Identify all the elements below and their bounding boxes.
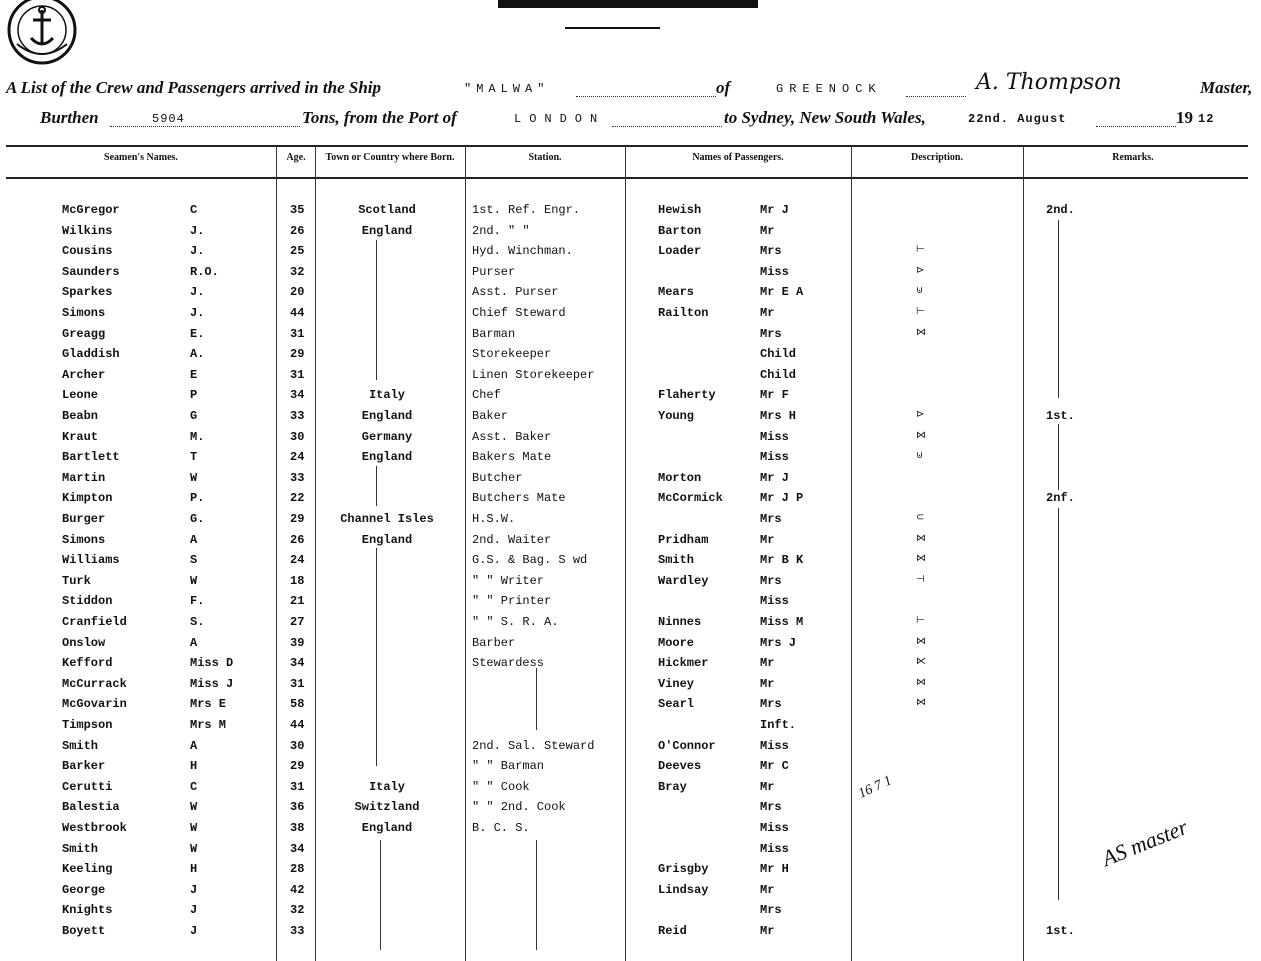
header-bottom-rule — [6, 177, 1248, 179]
header-top-rule — [6, 145, 1248, 147]
dotted-fill-line — [110, 126, 300, 127]
cell-born: Channel Isles — [340, 512, 434, 526]
table-row — [0, 306, 1261, 326]
cell-desc: ⊢ — [916, 306, 925, 317]
cell-station: Stewardess — [472, 656, 545, 671]
cell-station: Barman — [472, 326, 516, 341]
cell-station: " " Writer — [472, 573, 545, 588]
cell-age: 31 — [290, 676, 305, 691]
cell-initial: A. — [190, 347, 205, 362]
cell-age: 35 — [290, 203, 305, 217]
cell-desc: ⋉ — [916, 656, 926, 668]
cell-born: Italy — [368, 388, 405, 403]
cell-surname: Kimpton — [62, 491, 113, 506]
cell-passenger: Searl — [658, 697, 695, 712]
cell-born: Scotland — [358, 203, 416, 217]
table-row — [0, 409, 1261, 429]
cell-station: G.S. & Bag. S wd — [472, 553, 588, 568]
cell-surname: George — [62, 882, 106, 897]
cell-passenger: Barton — [658, 223, 702, 238]
cell-title: Mr H — [760, 862, 789, 877]
cell-desc: ⊢ — [916, 615, 925, 626]
cell-born: Italy — [368, 779, 405, 794]
cell-surname: Boyett — [62, 924, 106, 938]
cell-desc: ⊣ — [916, 573, 925, 585]
cell-station: Bakers Mate — [472, 450, 552, 465]
cell-initial: J — [190, 903, 198, 918]
cell-passenger: McCormick — [658, 491, 723, 506]
dotted-fill-line — [612, 126, 722, 127]
cell-passenger: Mears — [658, 285, 695, 300]
cell-desc: ⊍ — [916, 285, 924, 297]
cell-station: " " Cook — [472, 779, 530, 794]
heading-line-1 — [6, 70, 1256, 104]
cell-passenger: Flaherty — [658, 388, 716, 403]
table-row — [0, 553, 1261, 573]
cell-age: 21 — [290, 594, 305, 609]
cell-surname: Westbrook — [62, 821, 127, 835]
col-header-born: Town or Country where Born. — [325, 152, 455, 163]
table-row — [0, 718, 1261, 738]
table-row — [0, 285, 1261, 305]
table-row — [0, 244, 1261, 264]
cell-title: Miss — [760, 594, 789, 609]
cell-passenger: Hickmer — [658, 656, 709, 671]
table-row — [0, 842, 1261, 862]
cell-initial: S — [190, 553, 198, 568]
cell-title: Miss — [760, 841, 789, 856]
cell-passenger: Moore — [658, 635, 695, 650]
cell-age: 27 — [290, 615, 305, 629]
cell-initial: P — [190, 388, 198, 403]
cell-surname: Kraut — [62, 429, 99, 444]
cell-surname: Sparkes — [62, 285, 113, 300]
cell-initial: E — [190, 367, 198, 382]
top-dash-mark — [565, 27, 660, 29]
cell-initial: M. — [190, 429, 205, 444]
cell-title: Miss — [760, 821, 789, 835]
cell-age: 33 — [290, 924, 305, 938]
master-signature: A. Thompson — [976, 70, 1122, 95]
cell-title: Mr — [760, 882, 775, 897]
table-row — [0, 368, 1261, 388]
cell-station: B. C. S. — [472, 821, 530, 835]
cell-age: 31 — [290, 326, 305, 341]
cell-station: Baker — [472, 409, 509, 423]
table-row — [0, 347, 1261, 367]
cell-desc: ⊢ — [916, 244, 925, 256]
cell-surname: Saunders — [62, 264, 120, 279]
table-row — [0, 388, 1261, 408]
cell-desc: ⋈ — [916, 676, 926, 688]
cell-title: Miss — [760, 264, 789, 279]
of-label: of — [716, 78, 731, 97]
cell-age: 24 — [290, 450, 305, 465]
cell-surname: Simons — [62, 306, 106, 320]
cell-initial: W — [190, 841, 198, 856]
cell-age: 25 — [290, 244, 305, 259]
cell-age: 58 — [290, 697, 305, 712]
from-port: LONDON — [514, 112, 606, 126]
cell-title: Mrs H — [760, 409, 797, 423]
cell-age: 26 — [290, 532, 305, 547]
cell-title: Mr — [760, 779, 775, 794]
dotted-fill-line — [906, 96, 966, 97]
cell-station: Asst. Purser — [472, 285, 559, 300]
cell-desc: ⊳ — [916, 409, 925, 420]
cell-surname: Keeling — [62, 862, 113, 877]
cell-title: Child — [760, 347, 797, 362]
table-row — [0, 739, 1261, 759]
cell-surname: Turk — [62, 573, 91, 588]
cell-age: 26 — [290, 223, 305, 238]
cell-passenger: Deeves — [658, 759, 702, 774]
col-header-age: Age. — [286, 152, 306, 163]
cell-title: Mr — [760, 676, 775, 691]
cell-initial: J — [190, 924, 198, 938]
cell-station: 2nd. " " — [472, 223, 530, 238]
cell-surname: Simons — [62, 532, 106, 547]
cell-desc: ⋈ — [916, 429, 926, 441]
cell-passenger: Grisgby — [658, 862, 709, 877]
cell-station: 2nd. Sal. Steward — [472, 738, 595, 753]
cell-station: Asst. Baker — [472, 429, 552, 444]
cell-station: Storekeeper — [472, 347, 552, 362]
cell-surname: McGregor — [62, 203, 120, 217]
cell-remarks: 1st. — [1046, 924, 1075, 938]
cell-passenger: Smith — [658, 553, 695, 568]
tons-label: Tons, from the Port of — [302, 108, 457, 127]
cell-title: Mr J P — [760, 491, 804, 506]
table-row — [0, 780, 1261, 800]
cell-station: H.S.W. — [472, 512, 516, 526]
cell-born: Switzland — [354, 800, 420, 815]
cell-age: 29 — [290, 347, 305, 362]
cell-age: 28 — [290, 862, 305, 877]
cell-passenger: Bray — [658, 779, 687, 794]
port-of-registry: GREENOCK — [776, 82, 882, 96]
cell-age: 44 — [290, 306, 305, 320]
cell-station: 2nd. Waiter — [472, 532, 552, 547]
cell-title: Mr F — [760, 388, 789, 403]
cell-surname: Archer — [62, 367, 106, 382]
dotted-fill-line — [576, 96, 716, 97]
cell-surname: Stiddon — [62, 594, 113, 609]
cell-remarks: 2nd. — [1046, 203, 1075, 217]
cell-station: Linen Storekeeper — [472, 367, 595, 382]
cell-initial: J — [190, 882, 198, 897]
table-row — [0, 574, 1261, 594]
cell-age: 42 — [290, 882, 305, 897]
cell-initial: J. — [190, 285, 205, 300]
cell-title: Mrs — [760, 244, 782, 259]
cell-surname: Gladdish — [62, 347, 120, 362]
table-row — [0, 450, 1261, 470]
cell-title: Mrs — [760, 800, 782, 815]
table-row — [0, 512, 1261, 532]
cell-desc: ⋈ — [916, 532, 926, 544]
cell-initial: T — [190, 450, 198, 465]
cell-age: 34 — [290, 388, 305, 403]
cell-age: 33 — [290, 409, 305, 423]
col-header-station: Station. — [528, 152, 562, 163]
cell-station: " " Barman — [472, 759, 545, 774]
cell-surname: Cranfield — [62, 615, 127, 629]
cell-initial: A — [190, 738, 198, 753]
cell-surname: Onslow — [62, 635, 106, 650]
burthen-value: 5904 — [152, 112, 185, 126]
cell-station: Hyd. Winchman. — [472, 244, 573, 259]
table-row — [0, 656, 1261, 676]
cell-initial: G — [190, 409, 198, 423]
cell-age: 31 — [290, 779, 305, 794]
cell-title: Miss M — [760, 615, 804, 629]
cell-station: Purser — [472, 264, 516, 279]
cell-desc: ⋈ — [916, 635, 926, 647]
cell-passenger: Hewish — [658, 203, 702, 217]
cell-initial: S. — [190, 615, 205, 629]
cell-surname: Barker — [62, 759, 106, 774]
cell-title: Mr J — [760, 470, 789, 485]
destination-label: to Sydney, New South Wales, — [724, 108, 926, 127]
cell-age: 36 — [290, 800, 305, 815]
year-prefix: 19 — [1176, 108, 1193, 127]
cell-title: Mrs — [760, 573, 782, 588]
cell-station: " " S. R. A. — [472, 615, 559, 629]
cell-station: Chief Steward — [472, 306, 566, 320]
cell-title: Mr E A — [760, 285, 804, 300]
cell-age: 32 — [290, 264, 305, 279]
cell-station: " " Printer — [472, 594, 552, 609]
cell-initial: H — [190, 862, 198, 877]
cell-passenger: Viney — [658, 676, 695, 691]
cell-initial: Miss D — [190, 656, 234, 671]
cell-surname: Burger — [62, 512, 106, 526]
col-header-description: Description. — [911, 152, 963, 163]
cell-initial: A — [190, 635, 198, 650]
table-row — [0, 265, 1261, 285]
cell-surname: McCurrack — [62, 676, 127, 691]
cell-title: Miss — [760, 450, 789, 465]
table-row — [0, 327, 1261, 347]
table-row — [0, 677, 1261, 697]
cell-age: 34 — [290, 656, 305, 671]
cell-surname: McGovarin — [62, 697, 127, 712]
cell-surname: Martin — [62, 470, 106, 485]
cell-desc: ⋈ — [916, 553, 926, 565]
cell-passenger: O'Connor — [658, 738, 716, 753]
cell-station: 1st. Ref. Engr. — [472, 203, 581, 217]
cell-passenger: Young — [658, 409, 695, 423]
cell-born: Germany — [361, 429, 413, 444]
cell-initial: Mrs M — [190, 718, 227, 732]
cell-initial: W — [190, 821, 198, 835]
cell-desc: ⊳ — [916, 264, 925, 276]
table-row — [0, 430, 1261, 450]
cell-station: Butcher — [472, 470, 523, 485]
table-row — [0, 471, 1261, 491]
cell-initial: E. — [190, 326, 205, 341]
cell-initial: J. — [190, 244, 205, 259]
cell-surname: Smith — [62, 738, 99, 753]
cell-surname: Cousins — [62, 244, 113, 259]
cell-surname: Knights — [62, 903, 113, 918]
cell-desc: ⋈ — [916, 697, 926, 709]
cell-title: Mr B K — [760, 553, 804, 568]
table-row — [0, 697, 1261, 717]
cell-passenger: Pridham — [658, 532, 709, 547]
table-row — [0, 924, 1261, 944]
cell-born: England — [361, 532, 413, 547]
table-row — [0, 533, 1261, 553]
top-edge-artifact — [498, 0, 758, 8]
cell-age: 18 — [290, 573, 305, 588]
cell-title: Mr — [760, 656, 775, 671]
cell-passenger: Railton — [658, 306, 709, 320]
cell-initial: W — [190, 573, 198, 588]
cell-age: 29 — [290, 759, 305, 774]
cell-age: 20 — [290, 285, 305, 300]
cell-title: Miss — [760, 738, 789, 753]
cell-passenger: Ninnes — [658, 615, 702, 629]
cell-surname: Kefford — [62, 656, 113, 671]
cell-desc: ⋈ — [916, 326, 926, 338]
cell-desc: ⊂ — [916, 512, 925, 523]
cell-born: England — [361, 409, 413, 423]
heading-line-2 — [6, 108, 1256, 134]
cell-remarks: 2nf. — [1046, 491, 1075, 506]
master-label: Master, — [1200, 78, 1253, 97]
cell-initial: W — [190, 470, 198, 485]
cell-initial: W — [190, 800, 198, 815]
cell-surname: Balestia — [62, 800, 120, 815]
cell-surname: Greagg — [62, 326, 106, 341]
cell-surname: Cerutti — [62, 779, 113, 794]
cell-age: 34 — [290, 841, 305, 856]
cell-born: England — [361, 821, 413, 835]
cell-station: " " 2nd. Cook — [472, 800, 566, 815]
cell-age: 44 — [290, 718, 305, 732]
cell-age: 30 — [290, 738, 305, 753]
cell-passenger: Morton — [658, 470, 702, 485]
cell-age: 32 — [290, 903, 305, 918]
cell-initial: Miss J — [190, 676, 234, 691]
cell-initial: G. — [190, 512, 205, 526]
cell-age: 29 — [290, 512, 305, 526]
cell-title: Mr — [760, 306, 775, 320]
cell-passenger: Loader — [658, 244, 702, 259]
table-row — [0, 903, 1261, 923]
table-row — [0, 491, 1261, 511]
cell-station: Barber — [472, 635, 516, 650]
cell-title: Mrs — [760, 903, 782, 918]
cell-title: Child — [760, 367, 797, 382]
table-row — [0, 636, 1261, 656]
table-row — [0, 862, 1261, 882]
cell-title: Miss — [760, 429, 789, 444]
cell-initial: H — [190, 759, 198, 774]
cell-station: Chef — [472, 388, 501, 403]
cell-passenger: Reid — [658, 924, 687, 938]
cell-born: England — [361, 223, 413, 238]
cell-remarks: 1st. — [1046, 409, 1075, 423]
cell-title: Mrs — [760, 326, 782, 341]
table-row — [0, 800, 1261, 820]
heading-prefix: A List of the Crew and Passengers arrived in the Ship — [6, 78, 381, 97]
cell-station: Butchers Mate — [472, 491, 566, 506]
cell-initial: A — [190, 532, 198, 547]
col-header-passengers: Names of Passengers. — [692, 152, 784, 163]
handwritten-initials-note: AS master — [1098, 814, 1192, 871]
cell-age: 33 — [290, 470, 305, 485]
cell-passenger: Lindsay — [658, 882, 709, 897]
table-row — [0, 594, 1261, 614]
cell-age: 38 — [290, 821, 305, 835]
cell-passenger: Wardley — [658, 573, 709, 588]
cell-initial: J. — [190, 223, 205, 238]
cell-surname: Timpson — [62, 718, 113, 732]
cell-initial: P. — [190, 491, 205, 506]
cell-title: Mr J — [760, 203, 789, 217]
table-row — [0, 821, 1261, 841]
table-row — [0, 759, 1261, 779]
table-row — [0, 615, 1261, 635]
arrival-date: 22nd. August — [968, 112, 1067, 126]
burthen-label: Burthen — [40, 108, 99, 127]
cell-desc: ⊍ — [916, 450, 924, 462]
cell-age: 22 — [290, 491, 305, 506]
cell-surname: Beabn — [62, 409, 99, 423]
cell-title: Mr — [760, 223, 775, 238]
cell-title: Mr — [760, 924, 775, 938]
cell-title: Inft. — [760, 718, 797, 732]
cell-surname: Leone — [62, 388, 99, 403]
cell-surname: Wilkins — [62, 223, 113, 238]
cell-title: Mrs — [760, 512, 782, 526]
col-header-remarks: Remarks. — [1112, 152, 1154, 163]
archive-seal-icon — [7, 0, 77, 66]
cell-initial: F. — [190, 594, 205, 609]
cell-title: Mrs J — [760, 635, 797, 650]
table-row — [0, 224, 1261, 244]
dotted-fill-line — [1096, 126, 1176, 127]
cell-age: 30 — [290, 429, 305, 444]
cell-age: 24 — [290, 553, 305, 568]
cell-title: Mr C — [760, 759, 789, 774]
cell-initial: C — [190, 779, 198, 794]
cell-initial: R.O. — [190, 264, 219, 279]
cell-surname: Bartlett — [62, 450, 120, 465]
ship-name: "MALWA" — [464, 82, 550, 96]
cell-initial: Mrs E — [190, 697, 227, 712]
cell-born: England — [361, 450, 413, 465]
cell-age: 31 — [290, 367, 305, 382]
pencil-note: 16 7 1 — [856, 773, 895, 802]
year-suffix: 12 — [1198, 112, 1215, 126]
cell-title: Mrs — [760, 697, 782, 712]
cell-initial: C — [190, 203, 198, 217]
cell-age: 39 — [290, 635, 305, 650]
table-row — [0, 203, 1261, 223]
cell-initial: J. — [190, 306, 205, 320]
table-row — [0, 883, 1261, 903]
cell-title: Mr — [760, 532, 775, 547]
cell-surname: Williams — [62, 553, 120, 568]
col-header-seamen: Seamen's Names. — [104, 152, 178, 163]
cell-surname: Smith — [62, 841, 99, 856]
